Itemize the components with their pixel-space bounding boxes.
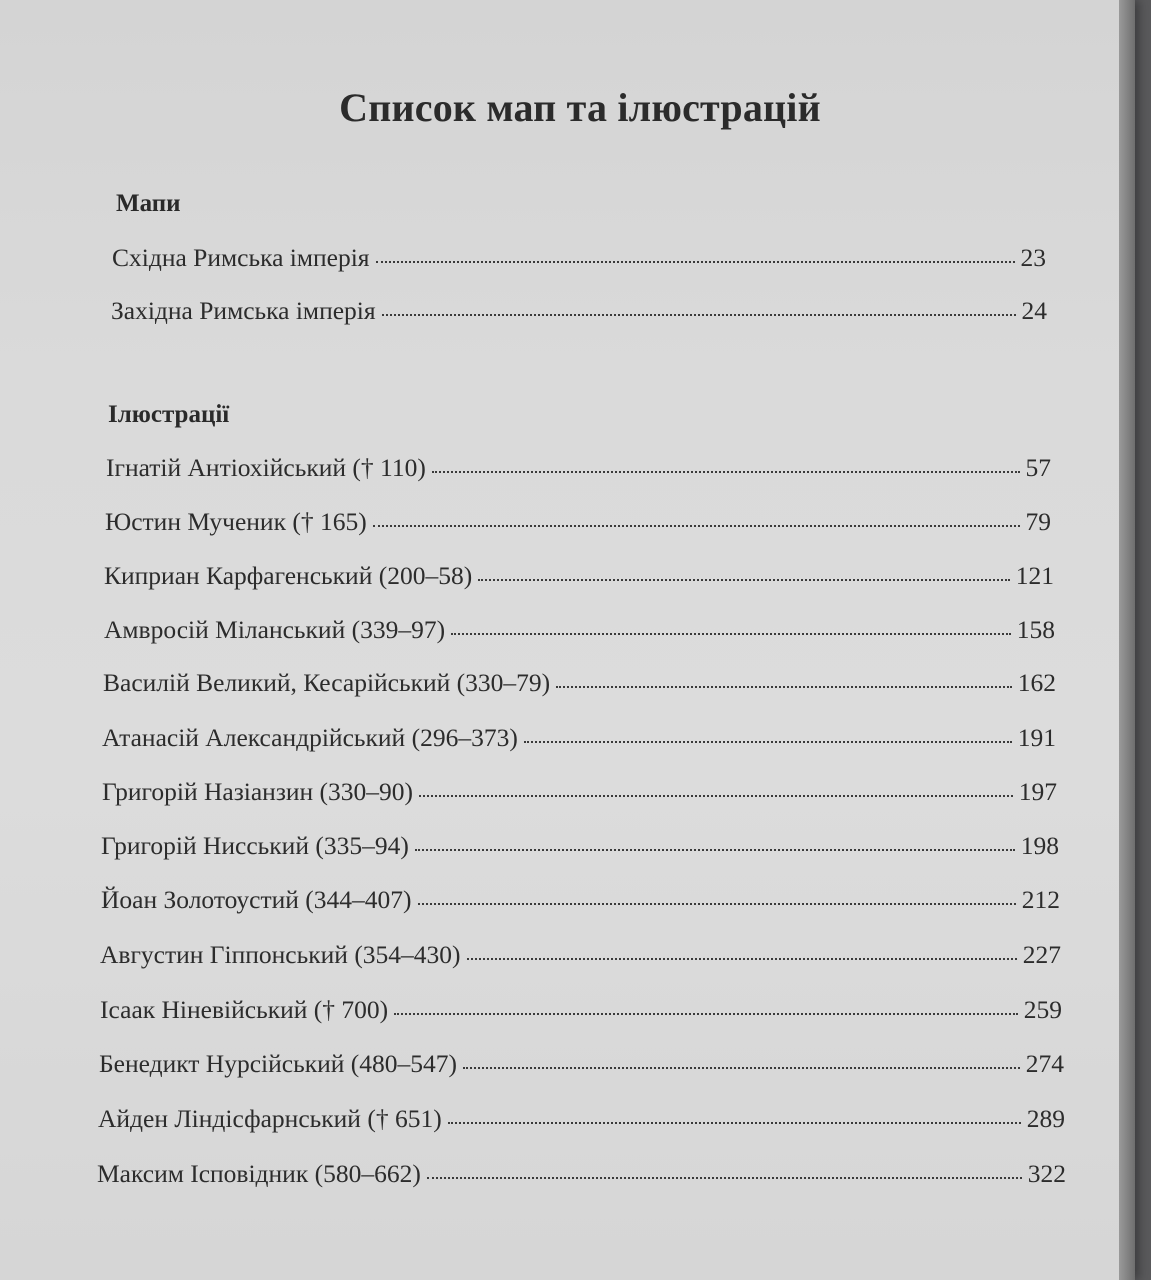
toc-entry-page: 158 (1016, 615, 1055, 644)
toc-entry-page: 274 (1025, 1049, 1064, 1078)
toc-entry-label: Східна Римська імперія (112, 243, 370, 272)
dot-leader (394, 1013, 1018, 1015)
toc-entry[interactable] (98, 1104, 1065, 1138)
toc-entry[interactable] (104, 561, 1054, 595)
toc-entry-label: Ісаак Ніневійський († 700) (100, 995, 389, 1024)
toc-entry-page: 197 (1018, 777, 1057, 806)
toc-entry-page: 162 (1017, 668, 1056, 697)
toc-entry-page: 191 (1017, 723, 1056, 752)
dot-leader (478, 579, 1010, 581)
dot-leader (467, 958, 1017, 960)
toc-entry-label: Григорій Нисський (335–94) (101, 831, 409, 860)
toc-entry-page: 227 (1022, 940, 1061, 969)
toc-entry-page: 289 (1026, 1104, 1065, 1133)
toc-entry-page: 79 (1025, 507, 1051, 536)
toc-entry-page: 212 (1021, 885, 1060, 914)
page-edge (1119, 0, 1135, 1280)
dot-leader (432, 471, 1020, 473)
dot-leader (556, 686, 1012, 688)
toc-entry[interactable] (106, 453, 1051, 487)
toc-entry-page: 259 (1023, 995, 1062, 1024)
toc-entry-label: Бенедикт Нурсійський (480–547) (99, 1049, 457, 1078)
dot-leader (427, 1177, 1022, 1179)
dot-leader (463, 1067, 1020, 1069)
toc-entry-page: 322 (1027, 1159, 1066, 1188)
dot-leader (524, 741, 1012, 743)
page-title: Список мап та ілюстрацій (339, 85, 821, 130)
toc-entry-label: Максим Ісповідник (580–662) (97, 1159, 421, 1188)
toc-entry-page: 23 (1020, 243, 1046, 272)
toc-entry-label: Григорій Назіанзин (330–90) (102, 777, 414, 806)
toc-entry[interactable] (100, 940, 1061, 974)
toc-entry-label: Ігнатій Антіохійський († 110) (106, 453, 426, 482)
toc-entry[interactable] (105, 507, 1051, 541)
dot-leader (382, 314, 1016, 316)
toc-entry-page: 57 (1025, 453, 1051, 482)
toc-entry[interactable] (101, 831, 1059, 865)
toc-entry-label: Августин Гіппонський (354–430) (100, 940, 461, 969)
section-heading-maps: Мапи (116, 190, 181, 217)
toc-entry[interactable] (112, 243, 1046, 277)
dot-leader (418, 903, 1016, 905)
toc-entry-page: 121 (1015, 561, 1054, 590)
toc-entry[interactable] (100, 995, 1062, 1029)
toc-entry[interactable] (111, 296, 1047, 330)
toc-entry-label: Айден Ліндісфарнський († 651) (98, 1104, 442, 1133)
toc-entry[interactable] (97, 1159, 1066, 1193)
toc-entry[interactable] (104, 615, 1055, 649)
toc-entry-label: Амвросій Міланський (339–97) (104, 615, 446, 644)
toc-entry-label: Йоан Золотоустий (344–407) (101, 885, 412, 914)
dot-leader (419, 795, 1013, 797)
dot-leader (448, 1122, 1021, 1124)
toc-entry[interactable] (102, 777, 1057, 811)
toc-entry[interactable] (102, 723, 1056, 757)
toc-entry-label: Західна Римська імперія (111, 296, 376, 325)
toc-entry-label: Василій Великий, Кесарійський (330–79) (103, 668, 551, 697)
toc-entry-page: 24 (1021, 296, 1047, 325)
toc-entry[interactable] (99, 1049, 1064, 1083)
dot-leader (373, 525, 1020, 527)
toc-entry-page: 198 (1020, 831, 1059, 860)
toc-entry-label: Юстин Мученик († 165) (105, 507, 367, 536)
toc-entry[interactable] (103, 668, 1056, 702)
toc-entry-label: Атанасій Александрійський (296–373) (102, 723, 518, 752)
section-heading-illustrations: Ілюстрації (108, 401, 230, 428)
toc-entry-label: Киприан Карфагенський (200–58) (104, 561, 473, 590)
dot-leader (451, 633, 1011, 635)
toc-entry[interactable] (101, 885, 1060, 919)
dot-leader (415, 849, 1015, 851)
dot-leader (376, 261, 1015, 263)
